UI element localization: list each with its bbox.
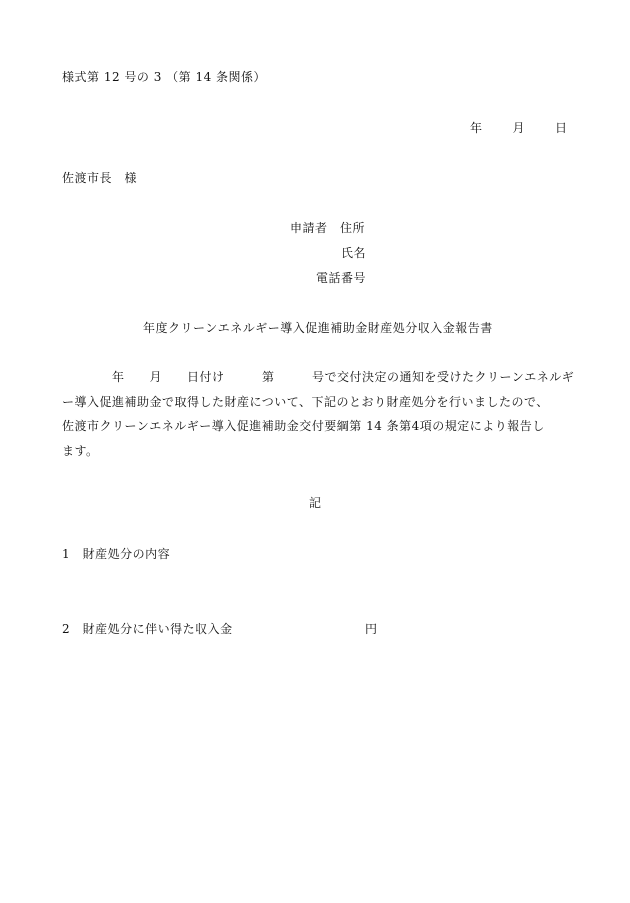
- date-line: [470, 119, 568, 136]
- body-line-3: 佐渡市クリーンエネルギー導入促進補助金交付要綱第 14 条第4項の規定により報告し: [62, 419, 545, 433]
- applicant-name-label: 氏名: [341, 246, 367, 260]
- item-disposal-content: 1 財産処分の内容: [62, 547, 171, 561]
- date-month-label: 月: [512, 121, 526, 135]
- addressee: 佐渡市長 様: [62, 171, 138, 185]
- body-paragraph: [62, 365, 582, 463]
- form-number: 様式第 12 号の 3 （第 14 条関係）: [62, 70, 267, 84]
- body-line-1: 年 月 日付け 第 号で交付決定の通知を受けたクリーンエネルギ: [62, 370, 575, 384]
- item-disposal-income: 2 財産処分に伴い得た収入金: [62, 622, 233, 636]
- body-line-4: ます。: [62, 443, 99, 458]
- body-line-2: ー導入促進補助金で取得した財産について、下記のとおり財産処分を行いましたので、: [62, 394, 549, 409]
- applicant-phone-label: 電話番号: [316, 271, 367, 285]
- date-day-label: 日: [555, 121, 568, 135]
- date-year-label: 年: [470, 121, 483, 135]
- applicant-address-label: 申請者 住所: [290, 221, 366, 235]
- document-title: 年度クリーンエネルギー導入促進補助金財産処分収入金報告書: [143, 321, 493, 335]
- yen-label: 円: [365, 622, 378, 636]
- ki-heading: 記: [309, 496, 322, 510]
